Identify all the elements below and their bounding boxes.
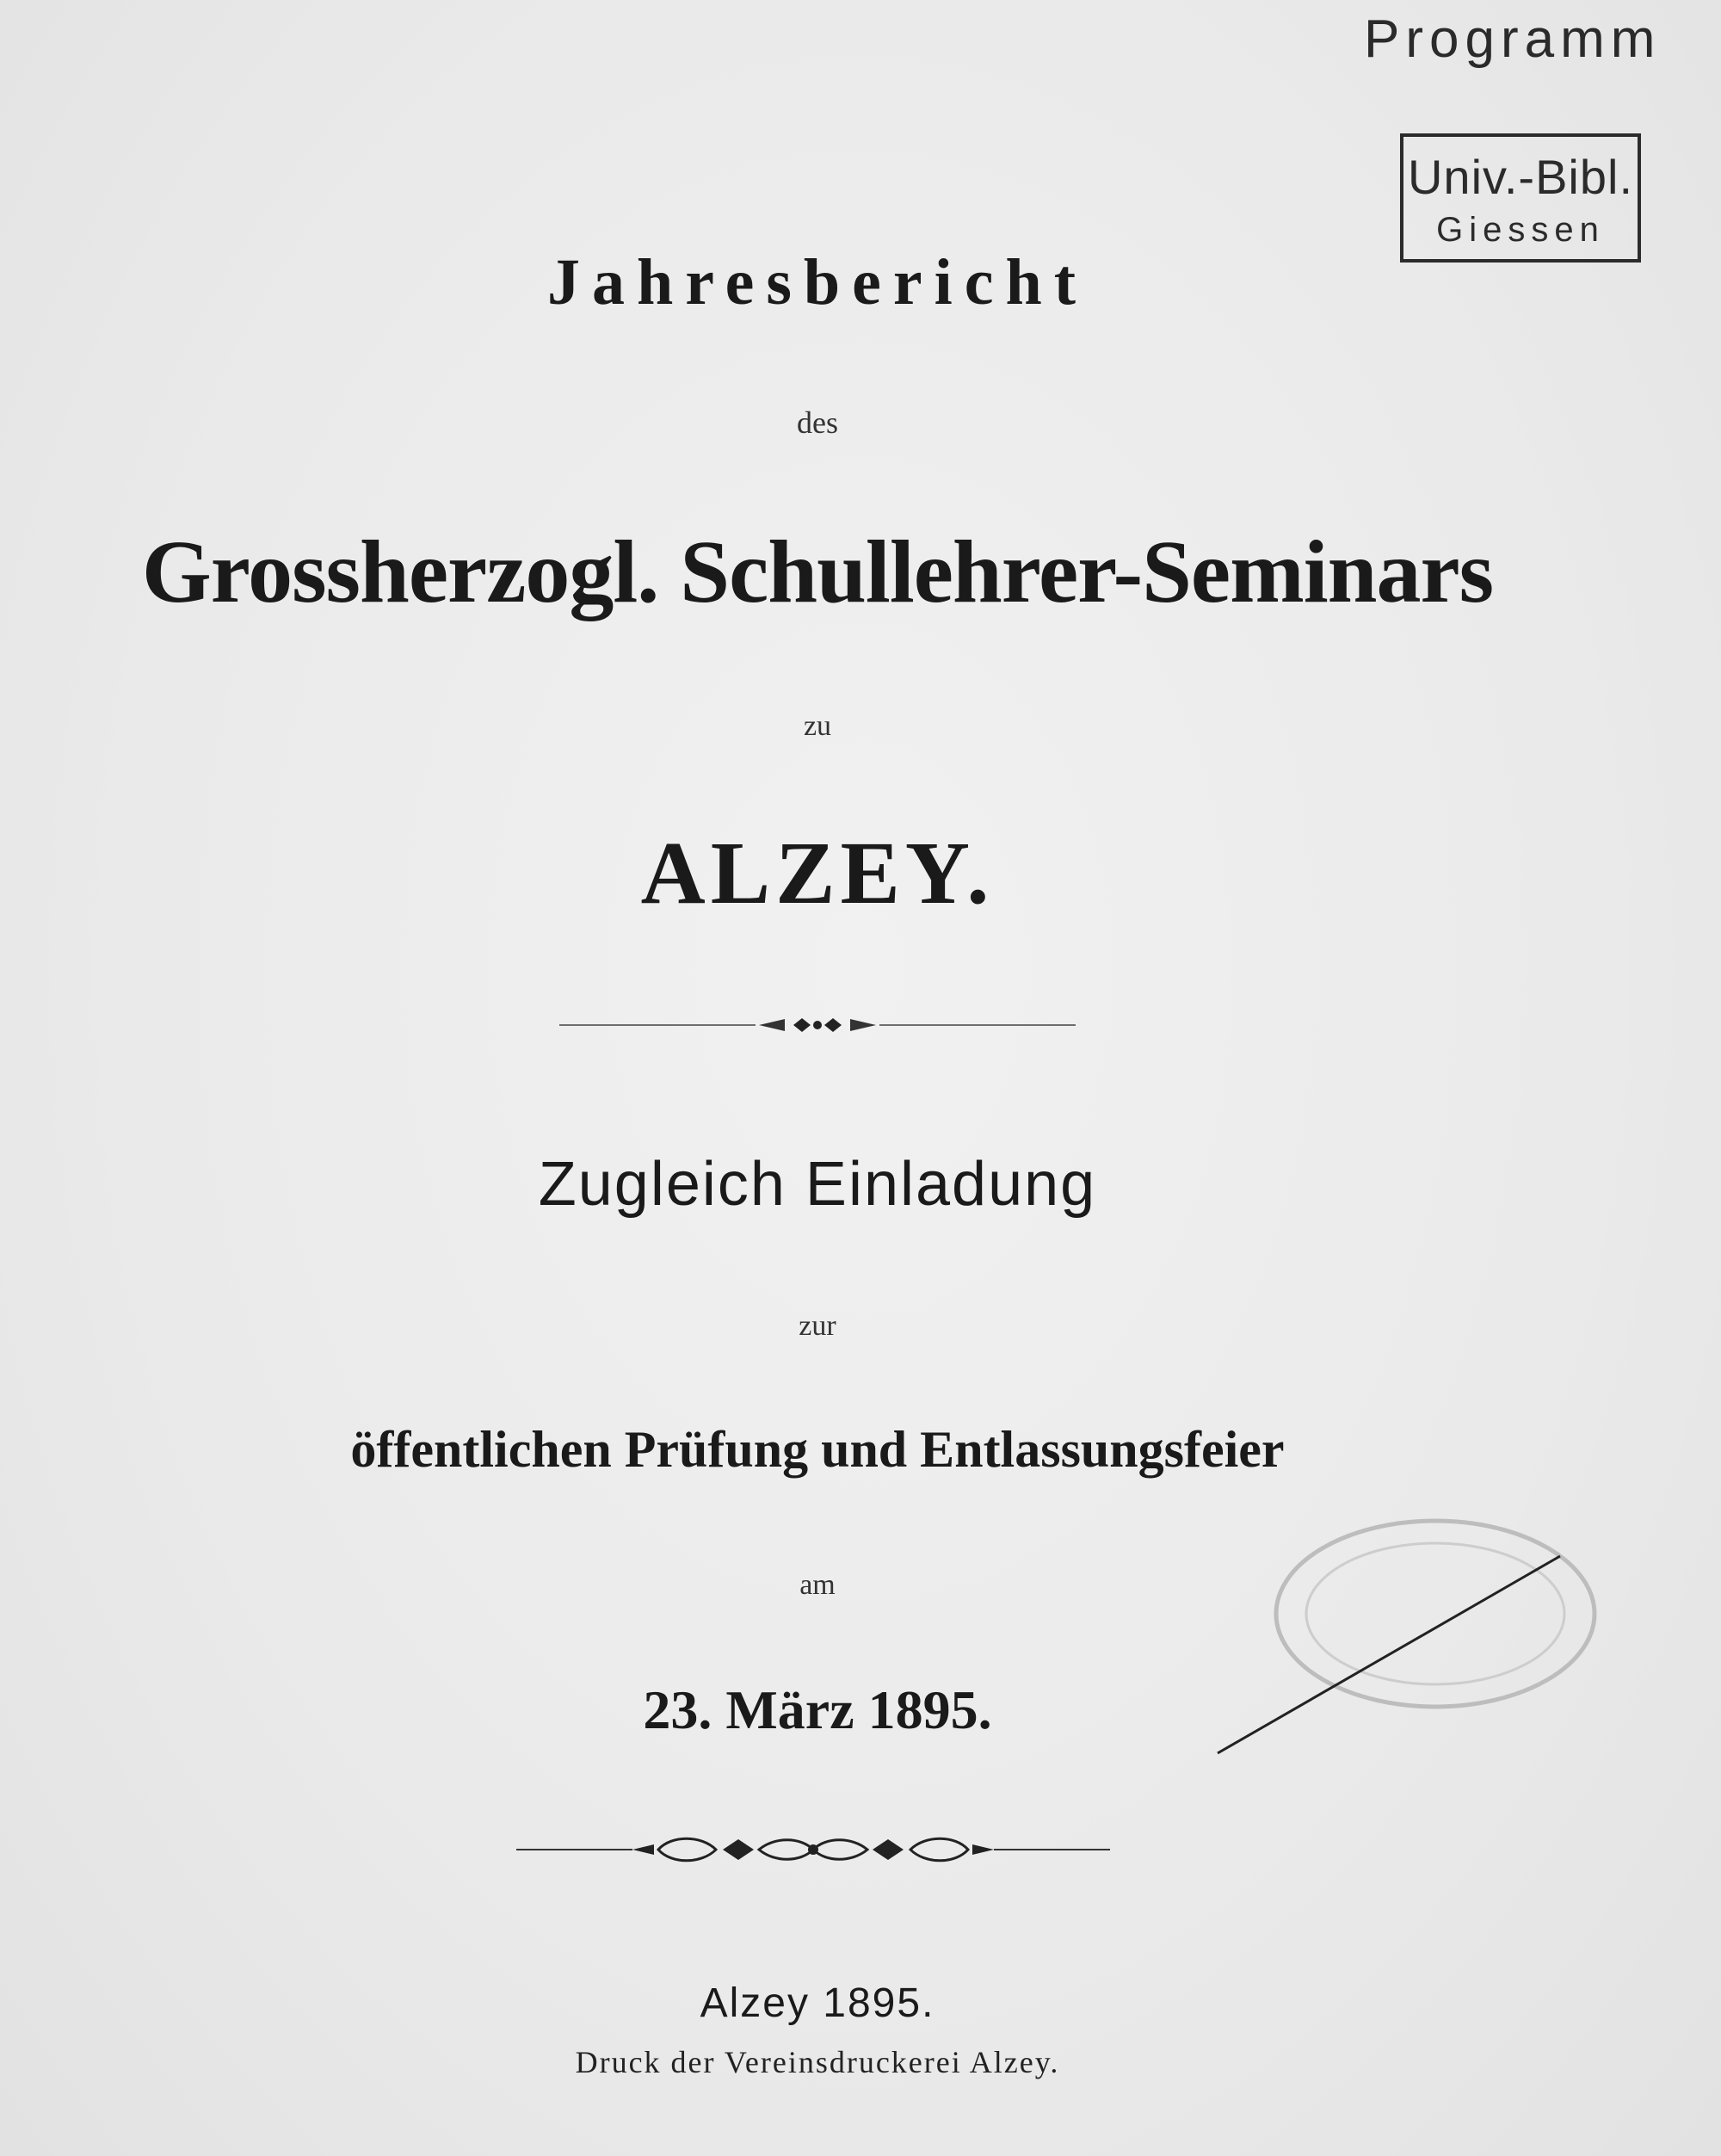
library-stamp-line2: Giessen	[1436, 211, 1605, 249]
event-description: öffentlichen Prüfung und Entlassungsfeier	[350, 1421, 1285, 1478]
connector-des: des	[797, 405, 838, 440]
ornament-rule-small	[559, 1012, 1076, 1038]
connector-zur: zur	[799, 1310, 836, 1342]
connector-am: am	[799, 1569, 836, 1601]
library-stamp-line1: Univ.-Bibl.	[1407, 150, 1633, 204]
city-name: ALZEY.	[640, 824, 995, 923]
event-date: 23. März 1895.	[643, 1679, 992, 1740]
strike-line	[1209, 1549, 1570, 1764]
subtitle: Zugleich Einladung	[538, 1150, 1097, 1219]
imprint-place-year: Alzey 1895.	[700, 1980, 935, 2026]
document-title: Jahresbericht	[546, 246, 1089, 318]
connector-zu: zu	[803, 710, 832, 742]
corner-label: Programm	[1364, 9, 1662, 69]
library-stamp	[1400, 133, 1641, 263]
ornament-rule-large	[516, 1832, 1110, 1868]
institution-name: Grossherzogl. Schullehrer-Seminars	[141, 522, 1494, 621]
imprint-printer: Druck der Vereinsdruckerei Alzey.	[575, 2045, 1060, 2079]
